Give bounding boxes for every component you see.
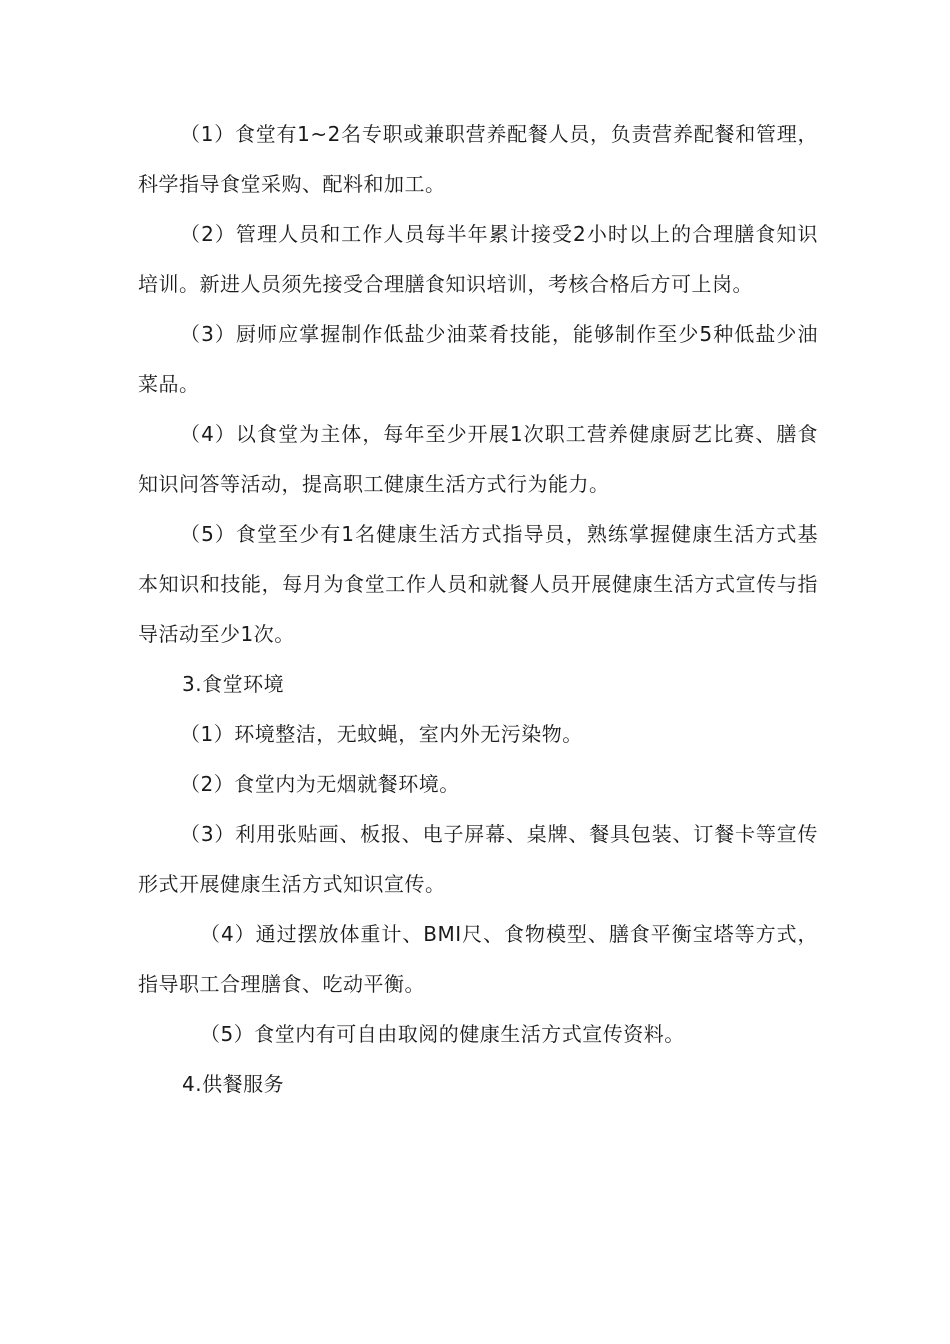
- environment-item-4: （4）通过摆放体重计、BMI尺、食物模型、膳食平衡宝塔等方式，指导职工合理膳食、吃动平衡。: [138, 922, 818, 996]
- paragraph-staff-nutrition: （1）食堂有1~2名专职或兼职营养配餐人员，负责营养配餐和管理，科学指导食堂采购、配料和加工。: [138, 122, 818, 196]
- paragraph-lifestyle-instructor: （5）食堂至少有1名健康生活方式指导员，熟练掌握健康生活方式基本知识和技能，每月为食堂工作人员和就餐人员开展健康生活方式宣传与指导活动至少1次。: [138, 522, 818, 646]
- environment-item-2: （2）食堂内为无烟就餐环境。: [180, 772, 460, 796]
- section-heading-meal-service: 4.供餐服务: [182, 1072, 285, 1096]
- paragraph-chef-skills: （3）厨师应掌握制作低盐少油菜肴技能，能够制作至少5种低盐少油菜品。: [138, 322, 818, 396]
- paragraph-training: （2）管理人员和工作人员每半年累计接受2小时以上的合理膳食知识培训。新进人员须先接受合理膳食知识培训，考核合格后方可上岗。: [138, 222, 818, 296]
- environment-item-1: （1）环境整洁，无蚊蝇，室内外无污染物。: [180, 722, 583, 746]
- paragraph-activities: （4）以食堂为主体，每年至少开展1次职工营养健康厨艺比赛、膳食知识问答等活动，提高职工健康生活方式行为能力。: [138, 422, 818, 496]
- document-body: [138, 109, 818, 1109]
- section-heading-environment: 3.食堂环境: [182, 672, 285, 696]
- environment-item-5: （5）食堂内有可自由取阅的健康生活方式宣传资料。: [200, 1022, 685, 1046]
- environment-item-3: （3）利用张贴画、板报、电子屏幕、桌牌、餐具包装、订餐卡等宣传形式开展健康生活方式知识宣传。: [138, 822, 818, 896]
